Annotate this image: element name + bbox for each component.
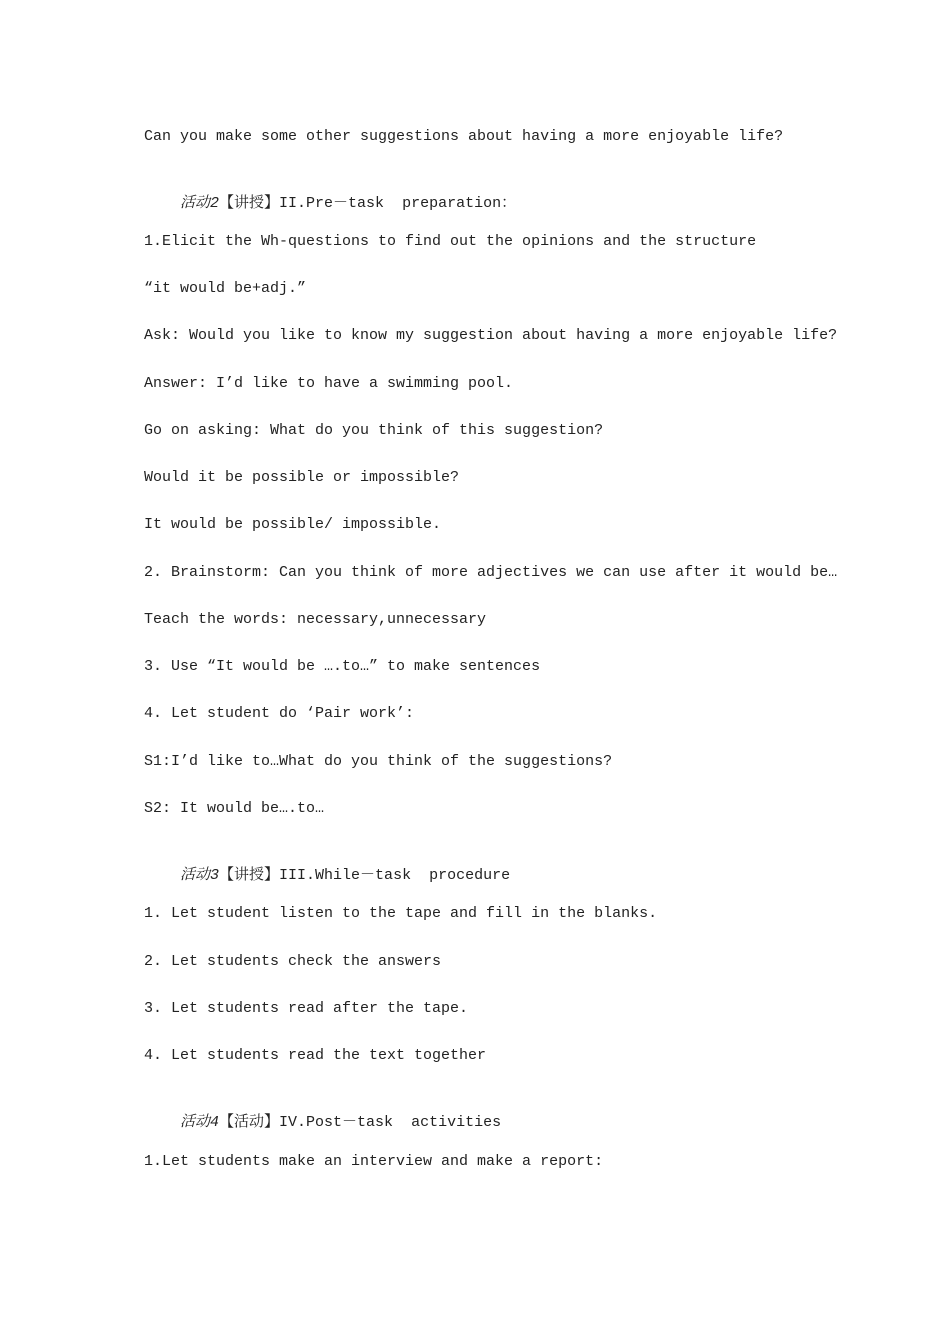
activity-tag: 活动4 bbox=[180, 1114, 220, 1131]
text-line: 2. Brainstorm: Can you think of more adjectives we can use after it would be… bbox=[144, 564, 838, 581]
text-line: 1. Let student listen to the tape and fill in the blanks. bbox=[144, 905, 658, 922]
text-line: 2. Let students check the answers bbox=[144, 953, 442, 970]
text-line: S2: It would be….to… bbox=[144, 800, 325, 817]
text-line: Answer: I’d like to have a swimming pool. bbox=[144, 375, 514, 392]
section-heading bbox=[144, 1093, 501, 1153]
text-line: It would be possible/ impossible. bbox=[144, 516, 442, 533]
text-line: 1.Elicit the Wh-questions to find out the opinions and the structure bbox=[144, 233, 757, 250]
section-title: IV.Post－task activities bbox=[279, 1114, 502, 1131]
text-line: 1.Let students make an interview and make a report: bbox=[144, 1153, 604, 1170]
activity-type: 【讲授】 bbox=[219, 195, 280, 212]
text-line: “it would be+adj.” bbox=[144, 280, 307, 297]
activity-type: 【讲授】 bbox=[219, 867, 280, 884]
activity-tag: 活动3 bbox=[180, 867, 220, 884]
activity-type: 【活动】 bbox=[219, 1114, 280, 1131]
section-title: III.While－task procedure bbox=[279, 867, 511, 884]
text-line: 4. Let student do ‘Pair work’: bbox=[144, 705, 415, 722]
text-line: 3. Let students read after the tape. bbox=[144, 1000, 469, 1017]
text-line: S1:I’d like to…What do you think of the suggestions? bbox=[144, 753, 613, 770]
text-line: Teach the words: necessary,unnecessary bbox=[144, 611, 487, 628]
section-title: II.Pre－task preparation： bbox=[279, 195, 517, 212]
text-line: Ask: Would you like to know my suggestion about having a more enjoyable life? bbox=[144, 327, 838, 344]
text-line: 3. Use “It would be ….to…” to make sentences bbox=[144, 658, 541, 675]
text-line: 4. Let students read the text together bbox=[144, 1047, 487, 1064]
text-line: Go on asking: What do you think of this suggestion? bbox=[144, 422, 604, 439]
text-line: Can you make some other suggestions about having a more enjoyable life? bbox=[144, 128, 784, 145]
section-heading bbox=[144, 846, 510, 906]
text-line: Would it be possible or impossible? bbox=[144, 469, 460, 486]
activity-tag: 活动2 bbox=[180, 195, 220, 212]
section-heading bbox=[144, 174, 516, 234]
